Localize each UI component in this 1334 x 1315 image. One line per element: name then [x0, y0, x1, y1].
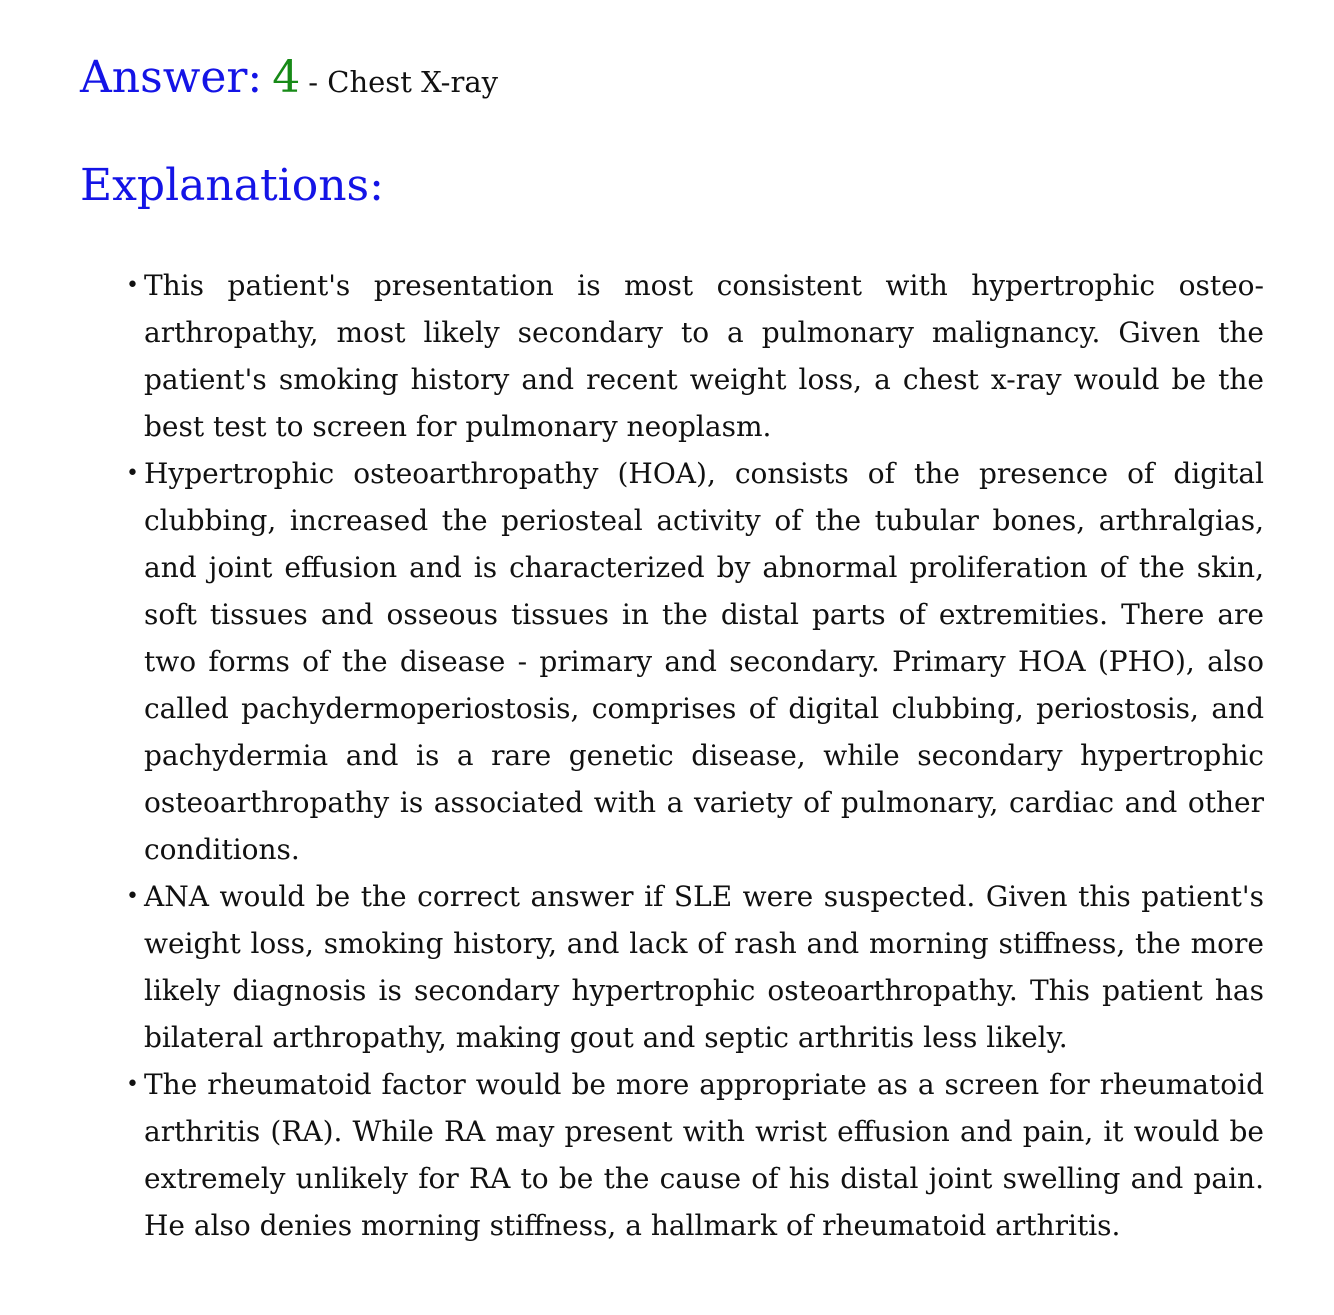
answer-label: Answer: — [80, 52, 263, 103]
explanation-item-3 — [124, 873, 1264, 1061]
answer-line — [80, 52, 498, 105]
bullet-icon: • — [126, 273, 139, 298]
bullet-icon: • — [126, 884, 139, 909]
bullet-icon: • — [126, 461, 139, 486]
explanation-item-1 — [124, 262, 1264, 450]
explanation-item-2 — [124, 450, 1264, 873]
explanation-text: The rheumatoid factor would be more appropriate as a screen for rheumatoid arthritis (RA). While RA may present with wrist effusion and pain, it would be extremely unlikely for RA to be the cause of his distal joint swelling and pain. He also denies morning stiffness, a hallmark of rheumatoid arthritis. — [144, 1068, 1264, 1242]
explanation-text: This patient's presentation is most consistent with hypertrophic osteoarthropathy, most likely secondary to a pulmonary malignancy. Given the patient's smoking history and recent weight loss, a chest x-ray would be the best test to screen for pulmonary neoplasm. — [144, 269, 1264, 443]
bullet-icon: • — [126, 1072, 139, 1097]
explanation-list — [124, 262, 1264, 1249]
answer-number: 4 — [272, 52, 301, 103]
explanation-item-4 — [124, 1061, 1264, 1249]
explanations-heading: Explanations: — [80, 160, 384, 211]
answer-text: - Chest X-ray — [308, 65, 499, 99]
explanation-text: Hypertrophic osteoarthropathy (HOA), consists of the presence of digital clubbing, increased the periosteal activity of the tubular bones, arthralgias, and joint effusion and is characterized by abnormal proliferation of the skin, soft tissues and osseous tissues in the distal parts of extremities. There are two forms of the disease - primary and secondary. Primary HOA (PHO), also called pachydermoperiostosis, comprises of digital clubbing, periostosis, and pachydermia and is a rare genetic disease, while secondary hypertrophic osteoarthropathy is associated with a variety of pulmonary, cardiac and other conditions. — [144, 457, 1264, 866]
explanation-text: ANA would be the correct answer if SLE were suspected. Given this patient's weight loss, smoking history, and lack of rash and morning stiffness, the more likely diagnosis is secondary hypertrophic osteoarthropathy. This patient has bilateral arthropathy, making gout and septic arthritis less likely. — [144, 880, 1264, 1054]
